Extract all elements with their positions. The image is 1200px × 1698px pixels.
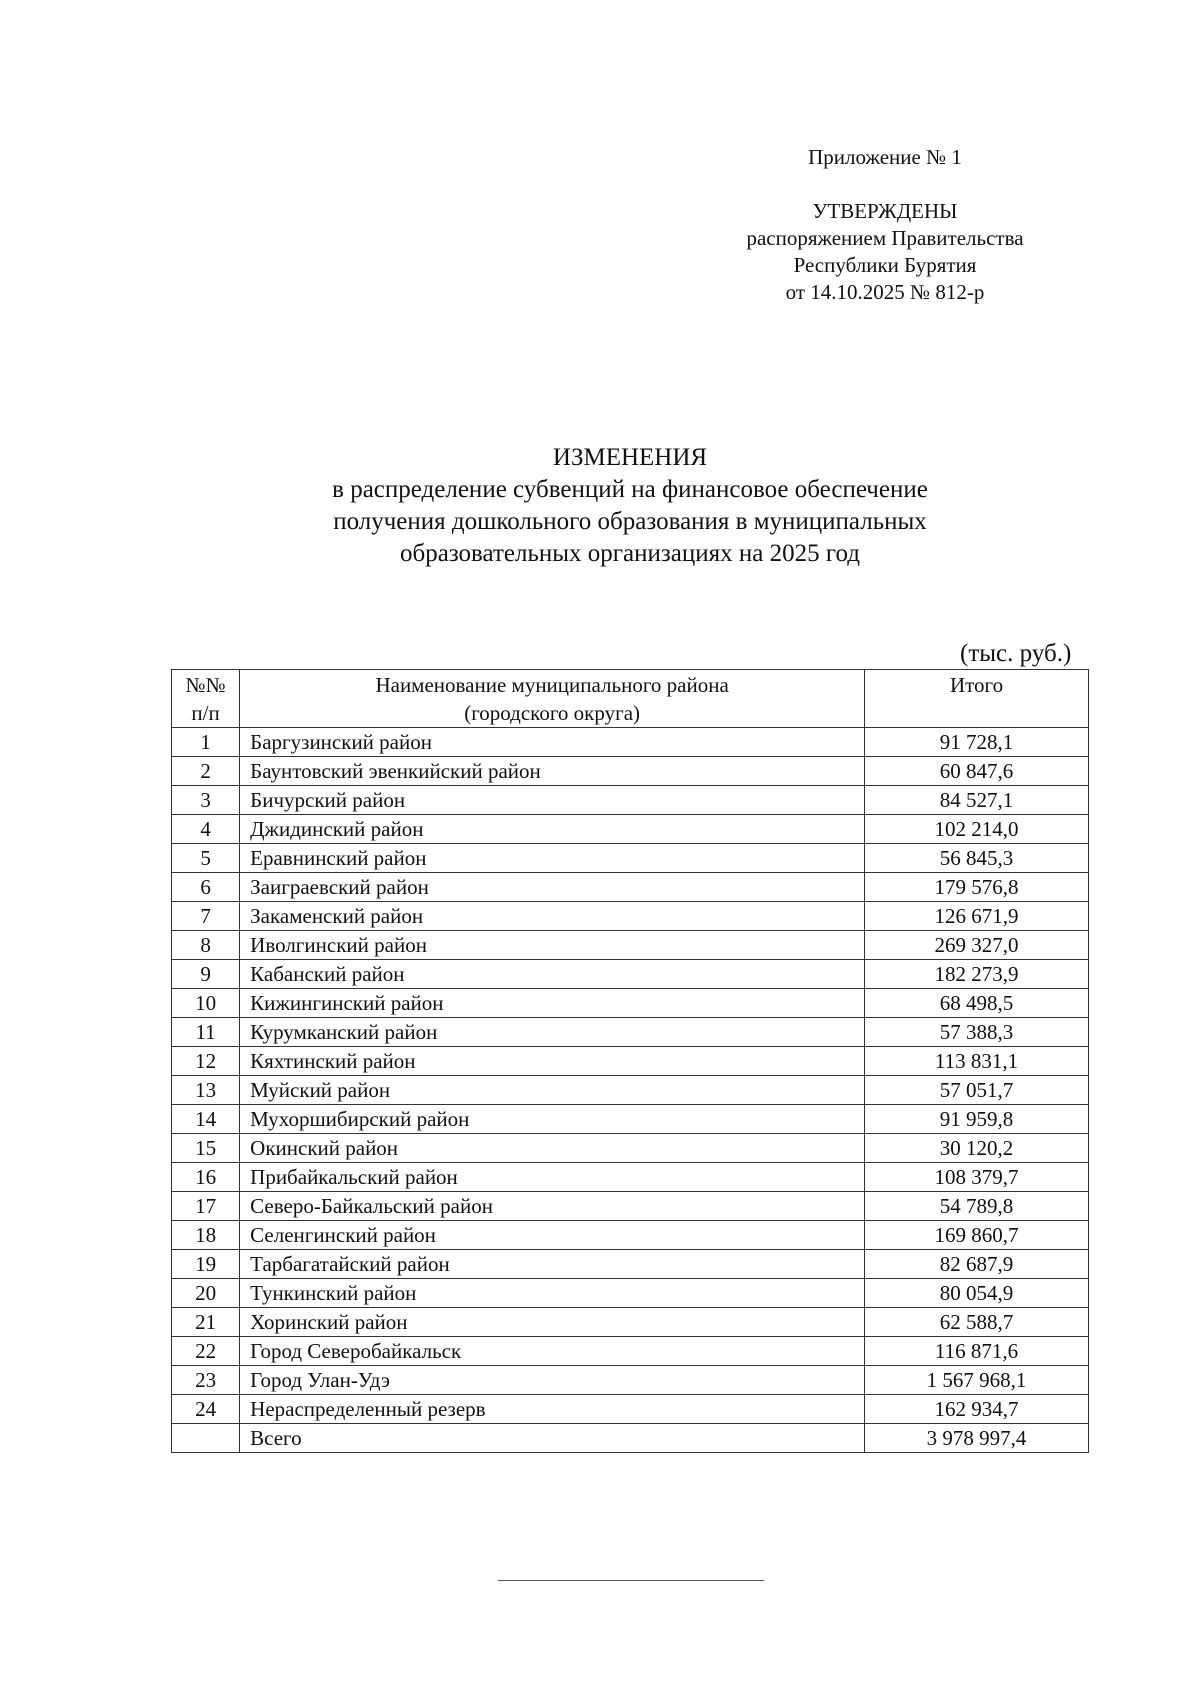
- row-district-name: Еравнинский район: [240, 844, 865, 873]
- row-district-name: Город Улан-Удэ: [240, 1366, 865, 1395]
- approved-label: УТВЕРЖДЕНЫ: [812, 199, 958, 223]
- header-name-line-2: (городского округа): [464, 701, 641, 725]
- row-total: 102 214,0: [865, 815, 1089, 844]
- row-district-name: Тарбагатайский район: [240, 1250, 865, 1279]
- row-number: 9: [172, 960, 240, 989]
- row-district-name: Северо-Байкальский район: [240, 1192, 865, 1221]
- header-name-line-1: Наименование муниципального района: [375, 673, 729, 697]
- row-total: 57 051,7: [865, 1076, 1089, 1105]
- table-header-row: [172, 670, 1089, 728]
- approval-line-2: Республики Бурятия: [793, 253, 977, 277]
- row-number: 18: [172, 1221, 240, 1250]
- table-total-row: [172, 1424, 1089, 1453]
- row-total: 169 860,7: [865, 1221, 1089, 1250]
- row-district-name: Кяхтинский район: [240, 1047, 865, 1076]
- row-number: 11: [172, 1018, 240, 1047]
- row-district-name: Курумканский район: [240, 1018, 865, 1047]
- table-row: [172, 786, 1089, 815]
- table-row: [172, 1221, 1089, 1250]
- table-row: [172, 989, 1089, 1018]
- row-district-name: Муйский район: [240, 1076, 865, 1105]
- table-row: [172, 728, 1089, 757]
- row-district-name: Закаменский район: [240, 902, 865, 931]
- header-number-line-2: п/п: [191, 701, 220, 725]
- row-total: 91 959,8: [865, 1105, 1089, 1134]
- distribution-table: [171, 669, 1089, 1453]
- approval-block: [730, 144, 1040, 306]
- row-number: 5: [172, 844, 240, 873]
- row-district-name: Баргузинский район: [240, 728, 865, 757]
- row-total: 182 273,9: [865, 960, 1089, 989]
- row-district-name: Селенгинский район: [240, 1221, 865, 1250]
- table-row: [172, 1279, 1089, 1308]
- row-district-name: Прибайкальский район: [240, 1163, 865, 1192]
- row-number: 6: [172, 873, 240, 902]
- row-total: 84 527,1: [865, 786, 1089, 815]
- row-number: 24: [172, 1395, 240, 1424]
- table-row: [172, 1192, 1089, 1221]
- row-total: 1 567 968,1: [865, 1366, 1089, 1395]
- row-number: 20: [172, 1279, 240, 1308]
- bottom-divider: [498, 1580, 764, 1581]
- row-district-name: Заиграевский район: [240, 873, 865, 902]
- document-title: [200, 442, 1060, 570]
- row-total: 68 498,5: [865, 989, 1089, 1018]
- table-row: [172, 815, 1089, 844]
- total-row-number: [172, 1424, 240, 1453]
- row-number: 4: [172, 815, 240, 844]
- row-number: 7: [172, 902, 240, 931]
- row-total: 82 687,9: [865, 1250, 1089, 1279]
- row-total: 91 728,1: [865, 728, 1089, 757]
- row-number: 17: [172, 1192, 240, 1221]
- row-number: 8: [172, 931, 240, 960]
- table-row: [172, 844, 1089, 873]
- table-row: [172, 1308, 1089, 1337]
- approval-date-number: от 14.10.2025 № 812-р: [785, 280, 985, 304]
- row-total: 269 327,0: [865, 931, 1089, 960]
- table-row: [172, 1105, 1089, 1134]
- row-district-name: Тункинский район: [240, 1279, 865, 1308]
- header-name: [240, 670, 865, 728]
- row-total: 56 845,3: [865, 844, 1089, 873]
- row-number: 15: [172, 1134, 240, 1163]
- table-body: [172, 728, 1089, 1424]
- header-total: Итого: [865, 670, 1089, 728]
- row-number: 21: [172, 1308, 240, 1337]
- title-line-1: в распределение субвенций на финансовое обеспечение: [332, 476, 928, 503]
- row-total: 162 934,7: [865, 1395, 1089, 1424]
- row-number: 13: [172, 1076, 240, 1105]
- row-district-name: Мухоршибирский район: [240, 1105, 865, 1134]
- title-line-3: образовательных организациях на 2025 год: [400, 540, 860, 567]
- row-total: 80 054,9: [865, 1279, 1089, 1308]
- row-number: 23: [172, 1366, 240, 1395]
- row-total: 62 588,7: [865, 1308, 1089, 1337]
- title-heading: ИЗМЕНЕНИЯ: [552, 444, 708, 471]
- row-number: 19: [172, 1250, 240, 1279]
- row-district-name: Город Северобайкальск: [240, 1337, 865, 1366]
- row-total: 57 388,3: [865, 1018, 1089, 1047]
- row-total: 116 871,6: [865, 1337, 1089, 1366]
- table-row: [172, 873, 1089, 902]
- table-row: [172, 1163, 1089, 1192]
- row-district-name: Кабанский район: [240, 960, 865, 989]
- title-line-2: получения дошкольного образования в муниципальных: [333, 508, 927, 535]
- row-number: 1: [172, 728, 240, 757]
- table-row: [172, 1366, 1089, 1395]
- row-number: 3: [172, 786, 240, 815]
- units-label: (тыс. руб.): [960, 640, 1072, 667]
- row-number: 12: [172, 1047, 240, 1076]
- row-total: 113 831,1: [865, 1047, 1089, 1076]
- row-total: 60 847,6: [865, 757, 1089, 786]
- appendix-label: Приложение № 1: [808, 145, 962, 169]
- table-row: [172, 757, 1089, 786]
- total-row-value: 3 978 997,4: [865, 1424, 1089, 1453]
- row-number: 16: [172, 1163, 240, 1192]
- row-total: 126 671,9: [865, 902, 1089, 931]
- row-district-name: Хоринский район: [240, 1308, 865, 1337]
- table-row: [172, 1047, 1089, 1076]
- header-number-line-1: №№: [185, 673, 226, 697]
- row-number: 2: [172, 757, 240, 786]
- table-row: [172, 902, 1089, 931]
- table-row: [172, 1250, 1089, 1279]
- table-row: [172, 960, 1089, 989]
- table-row: [172, 1395, 1089, 1424]
- row-district-name: Нераспределенный резерв: [240, 1395, 865, 1424]
- table-row: [172, 1018, 1089, 1047]
- row-total: 30 120,2: [865, 1134, 1089, 1163]
- table-row: [172, 1337, 1089, 1366]
- row-number: 10: [172, 989, 240, 1018]
- row-number: 14: [172, 1105, 240, 1134]
- row-total: 179 576,8: [865, 873, 1089, 902]
- row-total: 108 379,7: [865, 1163, 1089, 1192]
- total-row-label: Всего: [240, 1424, 865, 1453]
- table-row: [172, 1134, 1089, 1163]
- header-number: [172, 670, 240, 728]
- row-total: 54 789,8: [865, 1192, 1089, 1221]
- row-district-name: Джидинский район: [240, 815, 865, 844]
- row-number: 22: [172, 1337, 240, 1366]
- row-district-name: Бичурский район: [240, 786, 865, 815]
- row-district-name: Иволгинский район: [240, 931, 865, 960]
- row-district-name: Баунтовский эвенкийский район: [240, 757, 865, 786]
- approval-line-1: распоряжением Правительства: [746, 226, 1024, 250]
- table-row: [172, 1076, 1089, 1105]
- row-district-name: Окинский район: [240, 1134, 865, 1163]
- row-district-name: Кижингинский район: [240, 989, 865, 1018]
- table-row: [172, 931, 1089, 960]
